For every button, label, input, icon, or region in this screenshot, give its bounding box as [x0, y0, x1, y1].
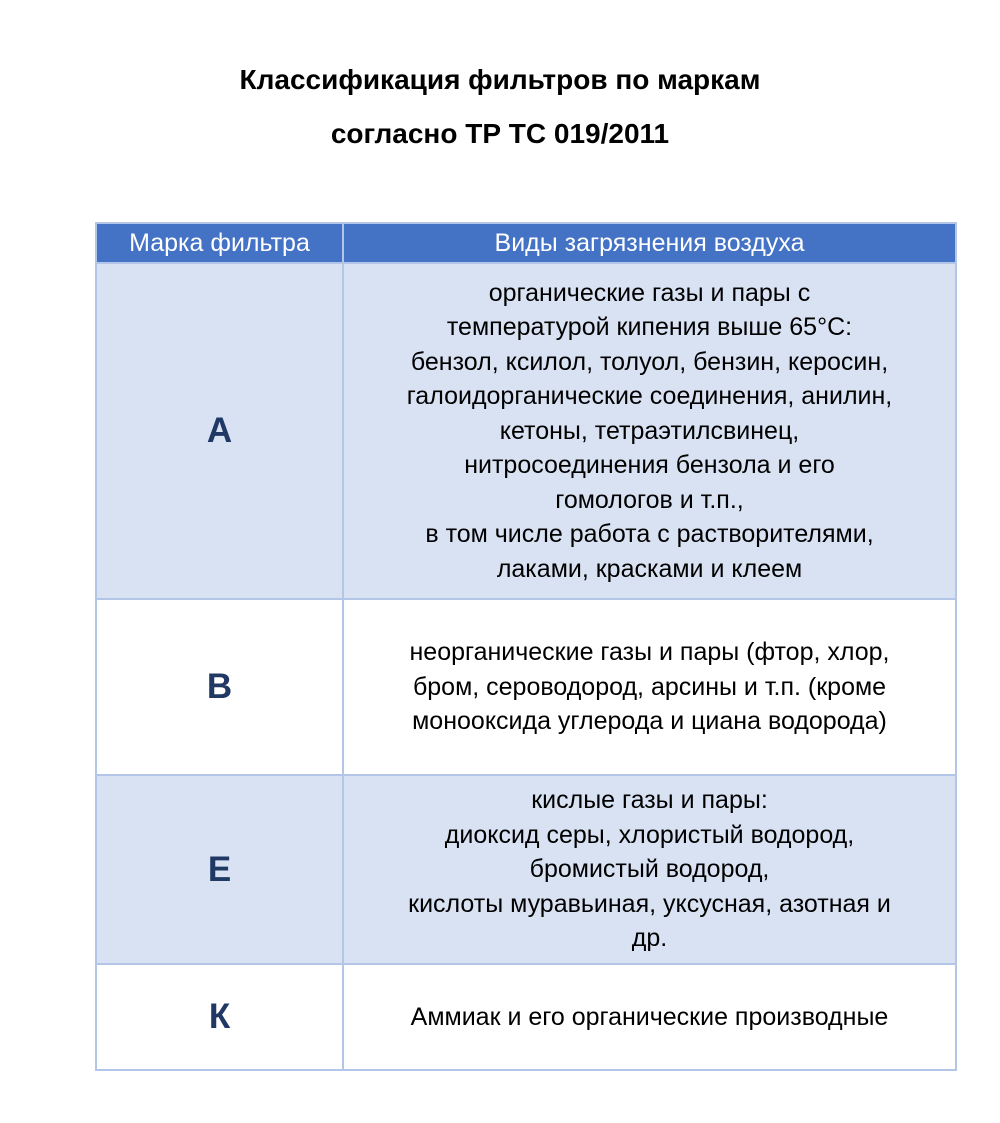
description-line: кислые газы и пары:	[531, 786, 768, 815]
description-line: гомологов и т.п.,	[555, 485, 744, 514]
filter-mark-b: В	[96, 599, 343, 775]
header-pollution-types: Виды загрязнения воздуха	[343, 223, 956, 263]
pollution-description-k	[343, 964, 956, 1070]
description-line: диоксид серы, хлористый водород,	[444, 820, 855, 849]
description-line: бром, сероводород, арсины и т.п. (кроме	[412, 672, 887, 701]
table-row-b	[96, 599, 956, 775]
description-line: др.	[631, 924, 668, 953]
filter-mark-a: А	[96, 263, 343, 599]
description-line: кетоны, тетраэтилсвинец,	[499, 416, 800, 445]
page-title-line-1: Классификация фильтров по маркам	[239, 64, 761, 95]
description-line: неорганические газы и пары (фтор, хлор,	[409, 638, 890, 667]
table-row-e	[96, 775, 956, 964]
description-line: кислоты муравьиная, уксусная, азотная и	[408, 889, 891, 918]
description-line: нитросоединения бензола и его	[464, 451, 835, 480]
description-line: органические газы и пары с	[488, 278, 811, 307]
table-header-row	[96, 223, 956, 263]
pollution-description-a	[343, 263, 956, 599]
description-line: в том числе работа с растворителями,	[425, 520, 874, 549]
filter-classification-table	[95, 222, 957, 1071]
description-line: монооксида углерода и циана водорода)	[412, 707, 887, 736]
filter-mark-k: К	[96, 964, 343, 1070]
description-line: бензол, ксилол, толуол, бензин, керосин,	[410, 347, 889, 376]
description-line: бромистый водород,	[529, 855, 770, 884]
description-line: лаками, красками и клеем	[496, 554, 803, 583]
description-line: Аммиак и его органические производные	[410, 1002, 889, 1031]
pollution-description-e	[343, 775, 956, 964]
table-row-a	[96, 263, 956, 599]
header-filter-mark: Марка фильтра	[96, 223, 343, 263]
description-line: галоидорганические соединения, анилин,	[406, 382, 893, 411]
page-title-line-2: согласно ТР ТС 019/2011	[330, 118, 670, 149]
table-row-k	[96, 964, 956, 1070]
pollution-description-b	[343, 599, 956, 775]
description-line: температурой кипения выше 65°С:	[446, 313, 853, 342]
filter-mark-e: Е	[96, 775, 343, 964]
